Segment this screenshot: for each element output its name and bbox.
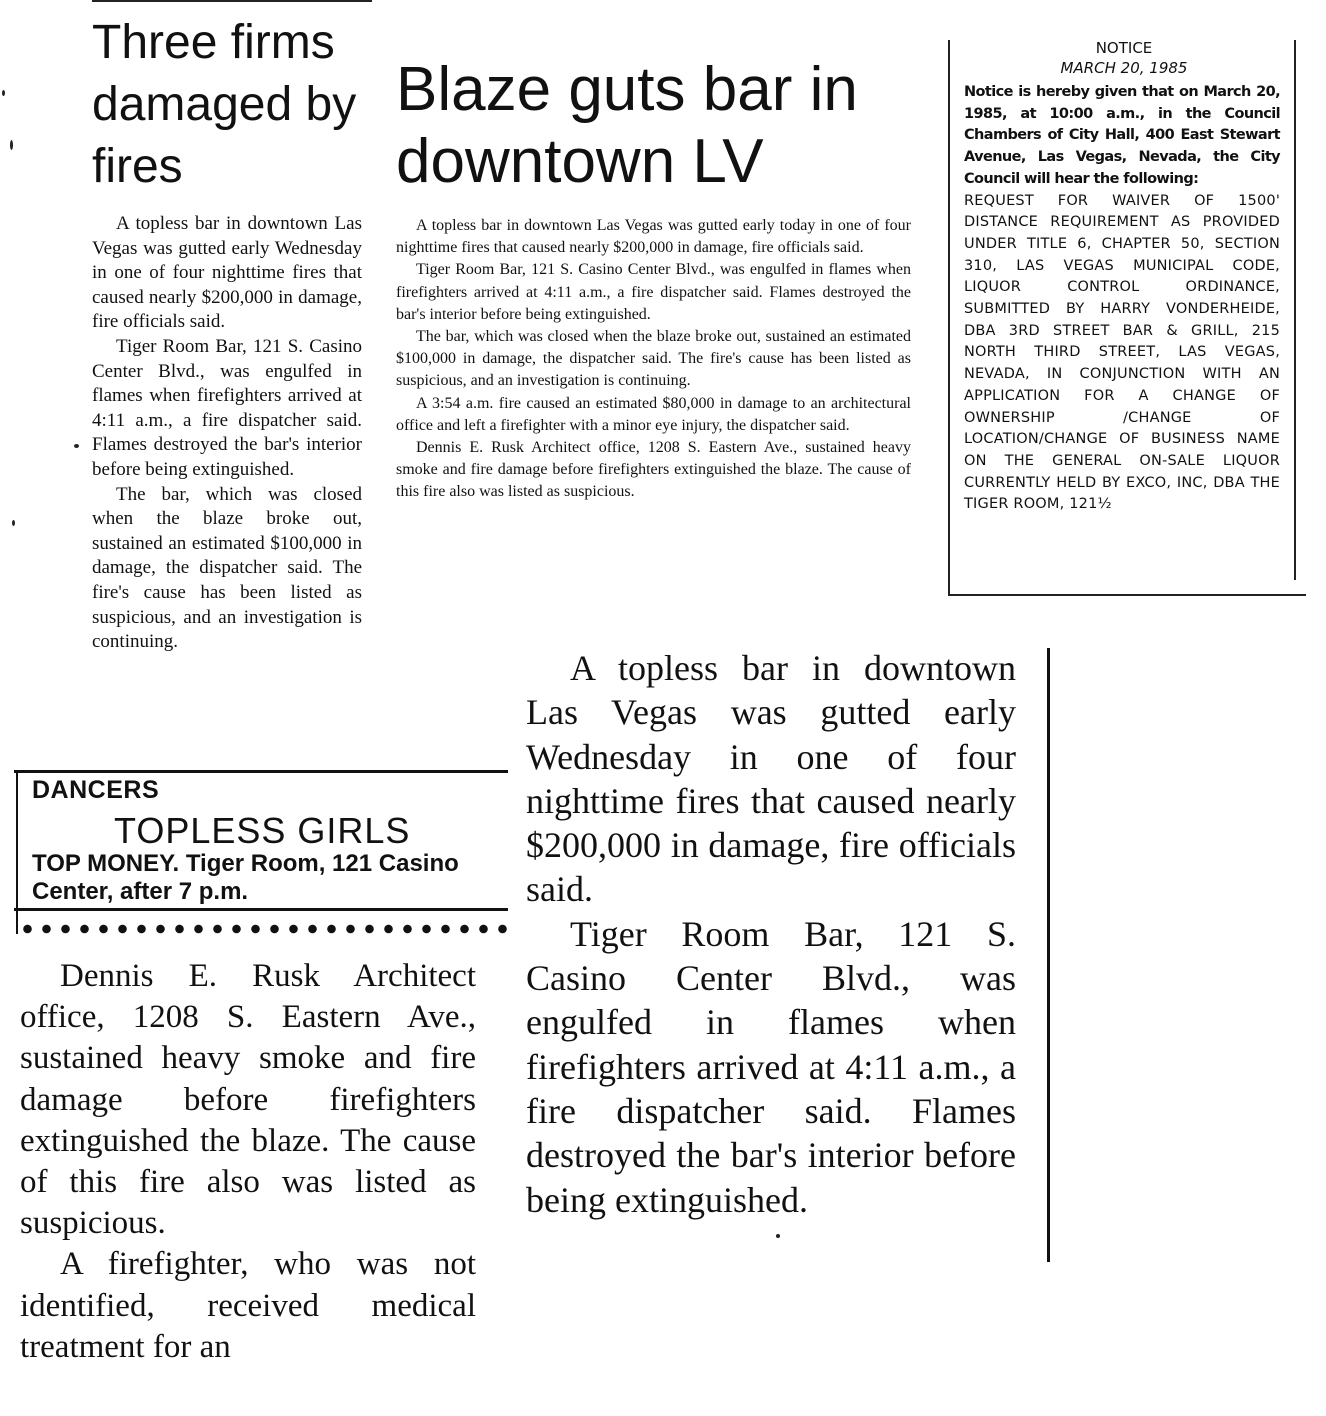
- right-rule: [1047, 648, 1050, 1262]
- clipping-classified-ad: [14, 764, 508, 944]
- ad-category: DANCERS: [32, 776, 160, 804]
- right-rule: [1294, 40, 1296, 580]
- clipping-blaze-guts-bar: [390, 40, 918, 620]
- paragraph: The bar, which was closed when the blaze broke out, sustained an estimated $100,000 in damage, the dispatcher said. The fire's cause has been listed as suspicious, and an investigation is continuing.: [396, 328, 911, 390]
- top-rule: [14, 770, 508, 773]
- notice-body: [964, 82, 1280, 516]
- paragraph: A 3:54 a.m. fire caused an estimated $80,000 in damage to an architectural office and left a firefighter with a minor eye injury, the dispatcher said.: [396, 394, 911, 434]
- clipping-topless-bar-enlarged: [514, 642, 1054, 1272]
- ad-text: TOP MONEY. Tiger Room, 121 Casino Center, after 7 p.m.: [32, 850, 459, 905]
- notice-header: [964, 38, 1284, 78]
- scan-speck: [2, 90, 5, 96]
- article-body: [92, 212, 362, 655]
- notice-title: NOTICE: [1095, 39, 1153, 57]
- headline: Blaze guts bar in downtown LV: [396, 55, 858, 196]
- scan-speck: [12, 520, 15, 526]
- clipping-three-firms: [80, 0, 372, 760]
- notice-intro: Notice is hereby given that on March 20, 1985, at 10:00 a.m., in the Council Chambers of City Hall, 400 East Stewart Avenue, Las Vegas, Nevada, the City Council will hear the following:: [964, 84, 1280, 187]
- paragraph: The bar, which was closed when the blaze broke out, sustained an estimated $100,000 in damage, the dispatcher said. The fire's cause has been listed as suspicious, and an investigation is continuing.: [92, 483, 362, 653]
- clipping-legal-notice: [934, 36, 1306, 596]
- scan-speck: [74, 444, 79, 448]
- dotted-border: [18, 922, 508, 936]
- headline: Three firms damaged by fires: [92, 16, 357, 193]
- paragraph: Dennis E. Rusk Architect office, 1208 S. Eastern Ave., sustained heavy smoke and fire damage before firefighters extinguished the blaze. The cause of this fire also was listed as suspicious.: [396, 439, 911, 501]
- paragraph: A topless bar in downtown Las Vegas was gutted early Wednesday in one of four nighttime fires that caused nearly $200,000 in damage, fire officials said.: [526, 648, 1016, 910]
- paragraph: A firefighter, who was not identified, received medical treatment for an: [20, 1246, 476, 1365]
- paragraph: Dennis E. Rusk Architect office, 1208 S. Eastern Ave., sustained heavy smoke and fire damage before firefighters extinguished the blaze. The cause of this fire also was listed as suspicious.: [20, 958, 476, 1242]
- paragraph: Tiger Room Bar, 121 S. Casino Center Blvd., was engulfed in flames when firefighters arrived at 4:11 a.m., a fire dispatcher said. Flames destroyed the bar's interior before being extinguished.: [92, 335, 362, 480]
- left-rule: [948, 40, 950, 596]
- paragraph: Tiger Room Bar, 121 S. Casino Center Blvd., was engulfed in flames when firefighters arrived at 4:11 a.m., a fire dispatcher said. Flames destroyed the bar's interior before being extinguished.: [526, 913, 1016, 1220]
- scan-speck: [10, 140, 13, 150]
- paragraph: A topless bar in downtown Las Vegas was gutted early today in one of four nighttime fires that caused nearly $200,000 in damage, fire officials said.: [396, 217, 911, 257]
- notice-date: MARCH 20, 1985: [1060, 59, 1188, 77]
- article-body: [20, 956, 476, 1368]
- article-body: [526, 646, 1016, 1222]
- ad-title: TOPLESS GIRLS: [114, 810, 411, 851]
- paragraph: A topless bar in downtown Las Vegas was gutted early Wednesday in one of four nighttime fires that caused nearly $200,000 in damage, fire officials said.: [92, 213, 362, 333]
- top-rule: [92, 0, 372, 2]
- bottom-rule: [948, 594, 1306, 596]
- article-body: [396, 215, 911, 504]
- notice-request: REQUEST FOR WAIVER OF 1500' DISTANCE REQUIREMENT AS PROVIDED UNDER TITLE 6, CHAPTER 50, SECTION 310, LAS VEGAS MUNICIPAL CODE, LIQUOR CONTROL ORDINANCE, SUBMITTED BY HARRY VONDERHEIDE, DBA 3RD STREET BAR & GRILL, 215 NORTH THIRD STREET, LAS VEGAS, NEVADA, IN CONJUNCTION WITH AN APPLICATION FOR A CHANGE OF OWNERSHIP /CHANGE OF LOCATION/CHANGE OF BUSINESS NAME ON THE GENERAL ON-SALE LIQUOR CURRENTLY HELD BY EXCO, INC, DBA THE TIGER ROOM, 121½: [964, 192, 1280, 513]
- scan-speck: [776, 1234, 780, 1238]
- paragraph: Tiger Room Bar, 121 S. Casino Center Blvd., was engulfed in flames when firefighters arrived at 4:11 a.m., a fire dispatcher said. Flames destroyed the bar's interior before being extinguished.: [396, 261, 911, 323]
- bottom-rule: [14, 908, 508, 911]
- clipping-rusk-office: [0, 940, 496, 1416]
